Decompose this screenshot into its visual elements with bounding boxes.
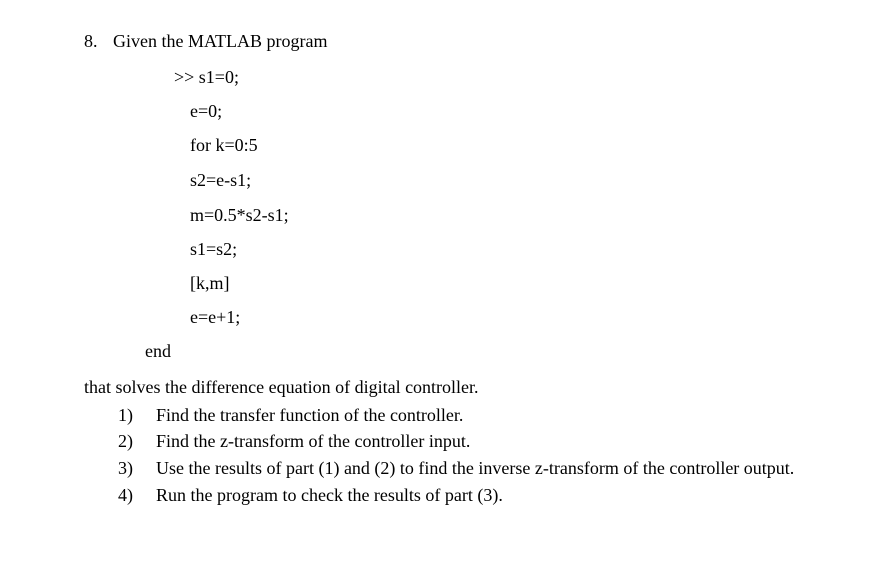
code-line: e=0; xyxy=(190,101,223,121)
list-item-number: 3) xyxy=(118,458,133,478)
list-item-text: Use the results of part (1) and (2) to find the inverse z-transform of the controller output. xyxy=(156,458,795,478)
question-followup: that solves the difference equation of digital controller. xyxy=(84,377,479,397)
code-line-end: end xyxy=(145,341,171,361)
list-item-text: Find the transfer function of the controller. xyxy=(156,405,464,425)
code-line: s1=s2; xyxy=(190,239,238,259)
list-item-number: 4) xyxy=(118,485,133,505)
code-line-prompt: >> s1=0; xyxy=(174,67,239,87)
question-number: 8. xyxy=(84,31,98,51)
list-item-text: Run the program to check the results of part (3). xyxy=(156,485,503,505)
code-line: e=e+1; xyxy=(190,307,241,327)
code-line: m=0.5*s2-s1; xyxy=(190,205,289,225)
code-line: s2=e-s1; xyxy=(190,170,252,190)
list-item-text: Find the z-transform of the controller input. xyxy=(156,431,471,451)
question-intro: Given the MATLAB program xyxy=(113,31,328,51)
code-line: for k=0:5 xyxy=(190,135,258,155)
list-item-number: 1) xyxy=(118,405,133,425)
list-item-number: 2) xyxy=(118,431,133,451)
code-line: [k,m] xyxy=(190,273,230,293)
